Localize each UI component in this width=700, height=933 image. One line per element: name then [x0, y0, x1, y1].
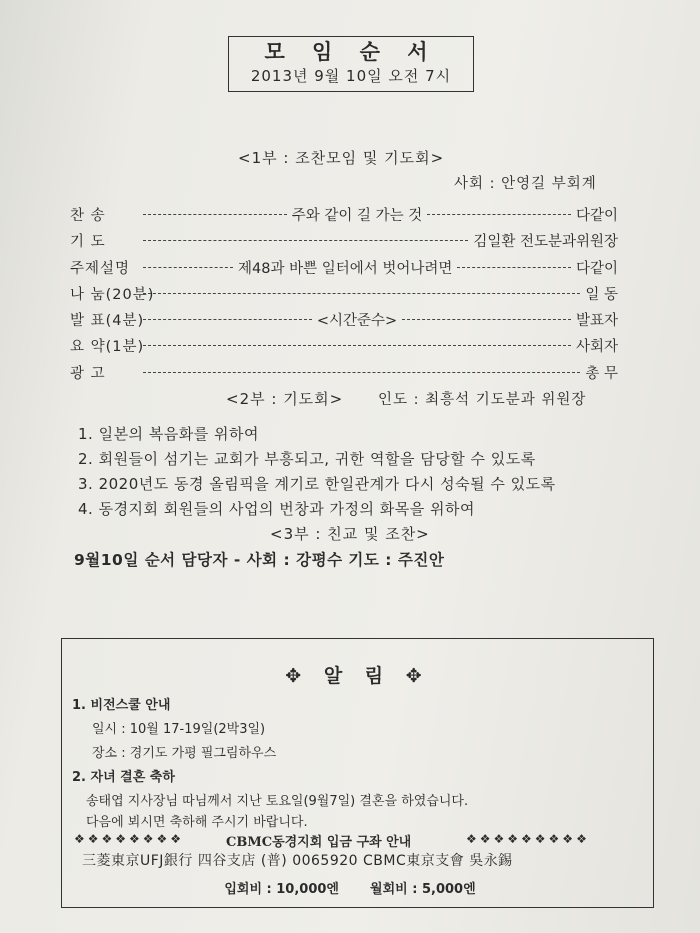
- row-label: 기 도: [70, 233, 106, 250]
- dash-leader: [143, 293, 580, 294]
- row-right: 일 동: [585, 286, 618, 303]
- program-row: [70, 228, 618, 252]
- fees-line: [0, 878, 700, 897]
- program-row: [70, 333, 618, 357]
- prayer-item: 1. 일본의 복음화를 위하여: [78, 425, 260, 443]
- prayer-item: 3. 2020년도 동경 올림픽을 계기로 한일관계가 다시 성숙될 수 있도록: [78, 475, 556, 493]
- program-row: [70, 307, 618, 331]
- dash-leader: [143, 240, 468, 241]
- notice-item-title: 2. 자녀 결혼 축하: [72, 770, 175, 785]
- meeting-date: 2013년 9월 10일 오전 7시: [250, 67, 452, 85]
- row-center: <시간준수>: [316, 312, 398, 329]
- row-label: 발 표(4분): [70, 312, 145, 329]
- page-title: 모 임 순 서: [264, 40, 438, 64]
- part2-heading: <2부 : 기도회>: [226, 390, 344, 408]
- row-label: 주제설명: [70, 260, 131, 277]
- dash-leader: [143, 372, 580, 373]
- dash-leader: [402, 319, 571, 320]
- part3-heading: <3부 : 친교 및 조찬>: [270, 525, 430, 543]
- notice-title: ✥ 알 림 ✥: [285, 665, 430, 687]
- row-right: 다같이: [575, 207, 618, 224]
- notice-item-date: 일시 : 10월 17-19일(2박3일): [92, 722, 266, 737]
- program-row: [70, 360, 618, 384]
- row-label: 나 눔(20분): [70, 286, 155, 303]
- bank-heading: CBMC동경지회 입금 구좌 안내: [226, 835, 412, 850]
- row-center: 제48과 바쁜 일터에서 벗어나려면: [238, 260, 453, 277]
- notice-item-text: 다음에 뵈시면 축하해 주시기 바랍니다.: [86, 815, 308, 830]
- row-right: 사회자: [575, 338, 618, 355]
- dash-leader: [457, 267, 571, 268]
- diamond-ornament: ❖❖❖❖❖❖❖❖❖: [466, 832, 590, 846]
- monthly-fee: 월회비 : 5,000엔: [370, 882, 476, 897]
- program-row: [70, 255, 618, 279]
- part1-host: 사회 : 안영길 부회계: [454, 176, 597, 192]
- dash-leader: [143, 267, 233, 268]
- row-right: 총 무: [585, 365, 618, 382]
- part1-heading: <1부 : 조찬모임 및 기도회>: [238, 149, 445, 167]
- dash-leader: [427, 214, 571, 215]
- dash-leader: [143, 345, 571, 346]
- diamond-ornament: ❖❖❖❖❖❖❖❖: [74, 832, 185, 846]
- row-label: 요 약(1분): [70, 338, 145, 355]
- row-center: 주와 같이 길 가는 것: [291, 207, 423, 224]
- row-label: 광 고: [70, 365, 106, 382]
- bank-account: 三菱東京UFJ銀行 四谷支店 (普) 0065920 CBMC東京支會 吳永錫: [82, 853, 513, 869]
- row-right: 김일환 전도분과위원장: [473, 233, 618, 250]
- prayer-item: 2. 회원들이 섬기는 교회가 부흥되고, 귀한 역할을 담당할 수 있도록: [78, 450, 536, 468]
- program-row: [70, 202, 618, 226]
- notice-item-title: 1. 비전스쿨 안내: [72, 698, 171, 713]
- row-right: 다같이: [575, 260, 618, 277]
- row-label: 찬 송: [70, 207, 106, 224]
- prayer-item: 4. 동경지회 회원들의 사업의 번창과 가정의 화목을 위하여: [78, 500, 475, 518]
- program-row: [70, 281, 618, 305]
- dash-leader: [143, 319, 312, 320]
- title-box: [228, 36, 474, 92]
- notice-item-place: 장소 : 경기도 가평 필그림하우스: [92, 746, 277, 761]
- duty-assignment: 9월10일 순서 담당자 - 사회 : 강평수 기도 : 주진안: [74, 551, 445, 569]
- join-fee: 입회비 : 10,000엔: [224, 882, 339, 897]
- notice-item-text: 송태엽 지사장님 따님께서 지난 토요일(9월7일) 결혼을 하였습니다.: [86, 794, 469, 809]
- row-right: 발표자: [575, 312, 618, 329]
- dash-leader: [143, 214, 287, 215]
- part2-leader: 인도 : 최흥석 기도분과 위원장: [378, 392, 587, 408]
